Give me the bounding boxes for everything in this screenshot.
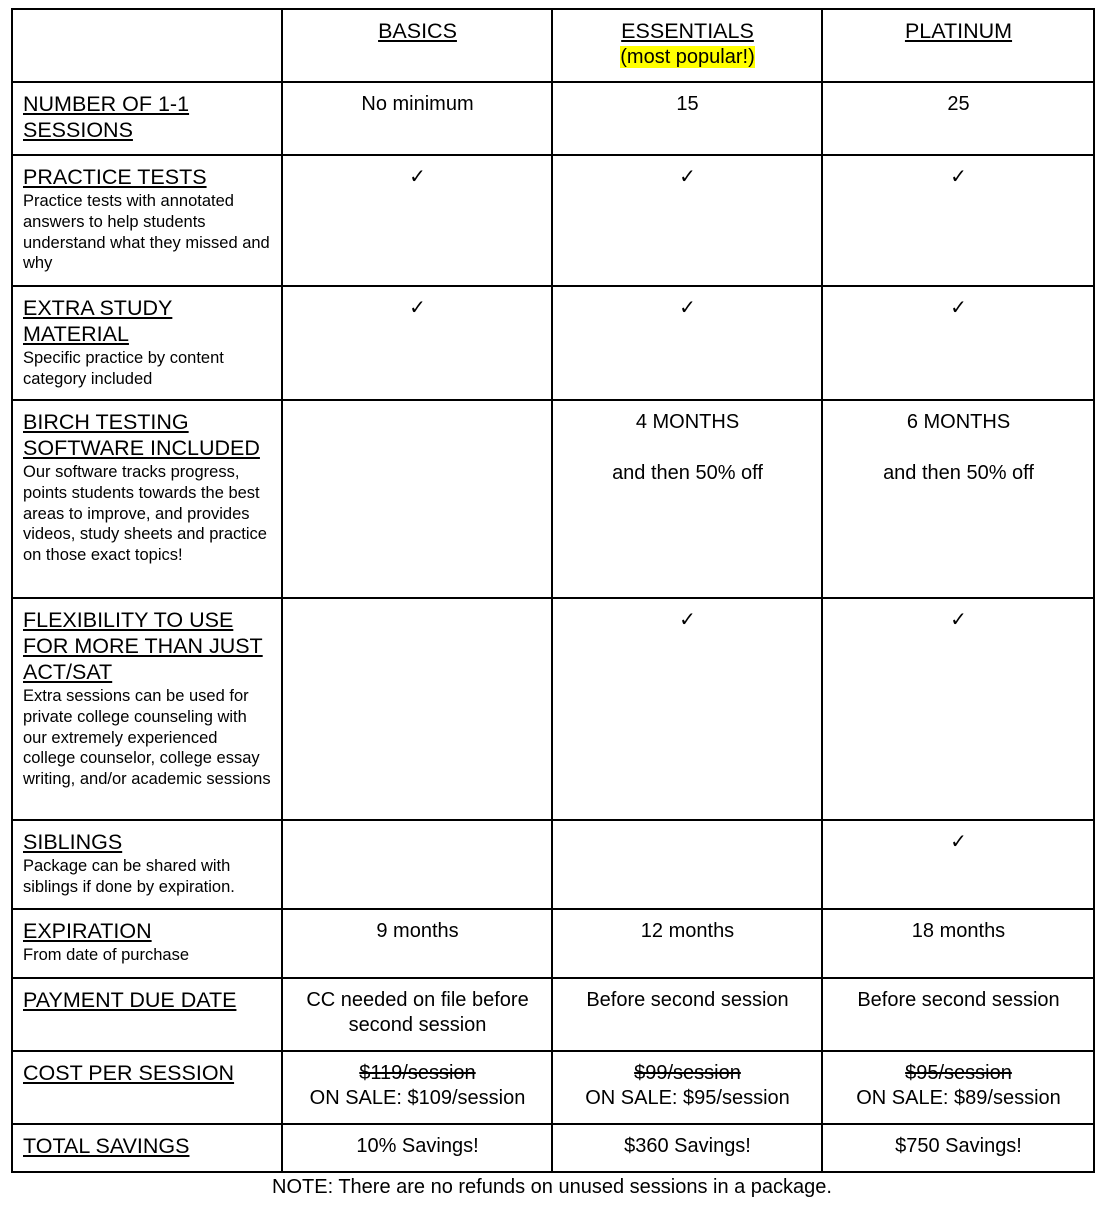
- cell-basics: 10% Savings!: [282, 1124, 552, 1172]
- header-empty-cell: [12, 9, 282, 82]
- check-icon: ✓: [679, 166, 696, 188]
- original-price: $95/session: [905, 1062, 1012, 1084]
- row-description: Specific practice by content category included: [23, 349, 224, 388]
- cell-essentials: [552, 400, 822, 598]
- row-title: TOTAL SAVINGS: [23, 1134, 190, 1158]
- check-icon: ✓: [409, 297, 426, 319]
- row-title: EXTRA STUDY MATERIAL: [23, 296, 173, 346]
- row-title: FLEXIBILITY TO USE FOR MORE THAN JUST ACT/SAT: [23, 608, 263, 684]
- cell-essentials: [552, 286, 822, 400]
- cell-essentials: 12 months: [552, 909, 822, 978]
- row-description: Extra sessions can be used for private college counseling with our extremely experienced college counselor, college essay writing, and/or academic sessions: [23, 687, 271, 789]
- header-basics: [282, 9, 552, 82]
- row-label-cell: [12, 155, 282, 286]
- row-title: COST PER SESSION: [23, 1061, 235, 1085]
- row-description: Package can be shared with siblings if done by expiration.: [23, 857, 235, 896]
- cell-platinum: [822, 820, 1094, 909]
- most-popular-badge: (most popular!): [620, 46, 755, 68]
- cell-basics: [282, 286, 552, 400]
- software-discount-note: and then 50% off: [883, 462, 1034, 484]
- check-icon: ✓: [409, 166, 426, 188]
- cell-basics: [282, 598, 552, 820]
- cell-essentials: 15: [552, 82, 822, 155]
- row-label-cell: [12, 978, 282, 1051]
- refund-note: NOTE: There are no refunds on unused sessions in a package.: [272, 1176, 832, 1198]
- column-title-basics: BASICS: [378, 19, 457, 43]
- row-extra-study: [12, 286, 1094, 400]
- cell-platinum: [822, 155, 1094, 286]
- cell-basics: 9 months: [282, 909, 552, 978]
- original-price: $99/session: [634, 1062, 741, 1084]
- pricing-table: [11, 8, 1095, 1173]
- cell-basics: CC needed on file before second session: [282, 978, 552, 1051]
- column-title-platinum: PLATINUM: [904, 19, 1013, 43]
- row-label-cell: [12, 400, 282, 598]
- row-description: From date of purchase: [23, 946, 189, 964]
- check-icon: ✓: [679, 609, 696, 631]
- header-row: [12, 9, 1094, 82]
- sale-price: ON SALE: $109/session: [309, 1087, 526, 1109]
- check-icon: ✓: [679, 297, 696, 319]
- row-title: SIBLINGS: [23, 830, 123, 854]
- row-label-cell: [12, 909, 282, 978]
- row-payment-due: [12, 978, 1094, 1051]
- row-total-savings: [12, 1124, 1094, 1172]
- cell-essentials: [552, 820, 822, 909]
- row-expiration: [12, 909, 1094, 978]
- row-description: Practice tests with annotated answers to help students understand what they missed and why: [23, 192, 270, 273]
- row-cost-per-session: [12, 1051, 1094, 1124]
- row-label-cell: [12, 286, 282, 400]
- cell-basics: [282, 155, 552, 286]
- sale-price: ON SALE: $89/session: [856, 1087, 1061, 1109]
- row-title: PAYMENT DUE DATE: [23, 988, 237, 1012]
- cell-platinum: [822, 1051, 1094, 1124]
- cell-platinum: [822, 400, 1094, 598]
- sale-price: ON SALE: $95/session: [585, 1087, 790, 1109]
- cell-essentials: [552, 155, 822, 286]
- header-essentials: [552, 9, 822, 82]
- row-description: Our software tracks progress, points students towards the best areas to improve, and provides videos, study sheets and practice on those exact topics!: [23, 463, 267, 565]
- header-platinum: [822, 9, 1094, 82]
- cell-essentials: Before second session: [552, 978, 822, 1051]
- cell-essentials: $360 Savings!: [552, 1124, 822, 1172]
- row-title: NUMBER OF 1-1 SESSIONS: [23, 92, 190, 142]
- pricing-table-container: [11, 8, 1093, 1199]
- row-label-cell: [12, 1124, 282, 1172]
- check-icon: ✓: [950, 166, 967, 188]
- software-duration: 4 MONTHS: [635, 411, 740, 433]
- row-flexibility: [12, 598, 1094, 820]
- column-title-essentials: ESSENTIALS: [621, 19, 754, 43]
- cell-platinum: [822, 598, 1094, 820]
- row-title: PRACTICE TESTS: [23, 165, 207, 189]
- row-title: EXPIRATION: [23, 919, 152, 943]
- row-title: BIRCH TESTING SOFTWARE INCLUDED: [23, 410, 260, 460]
- row-birch-software: [12, 400, 1094, 598]
- cell-basics: No minimum: [282, 82, 552, 155]
- row-practice-tests: [12, 155, 1094, 286]
- check-icon: ✓: [950, 609, 967, 631]
- cell-platinum: Before second session: [822, 978, 1094, 1051]
- original-price: $119/session: [359, 1062, 476, 1084]
- row-sessions: [12, 82, 1094, 155]
- software-duration: 6 MONTHS: [906, 411, 1011, 433]
- cell-platinum: [822, 286, 1094, 400]
- check-icon: ✓: [950, 831, 967, 853]
- cell-platinum: 25: [822, 82, 1094, 155]
- cell-basics: [282, 1051, 552, 1124]
- row-label-cell: [12, 820, 282, 909]
- cell-platinum: 18 months: [822, 909, 1094, 978]
- row-label-cell: [12, 82, 282, 155]
- check-icon: ✓: [950, 297, 967, 319]
- cell-platinum: $750 Savings!: [822, 1124, 1094, 1172]
- cell-basics: [282, 400, 552, 598]
- row-label-cell: [12, 598, 282, 820]
- row-siblings: [12, 820, 1094, 909]
- cell-essentials: [552, 1051, 822, 1124]
- cell-essentials: [552, 598, 822, 820]
- cell-basics: [282, 820, 552, 909]
- row-label-cell: [12, 1051, 282, 1124]
- software-discount-note: and then 50% off: [612, 462, 763, 484]
